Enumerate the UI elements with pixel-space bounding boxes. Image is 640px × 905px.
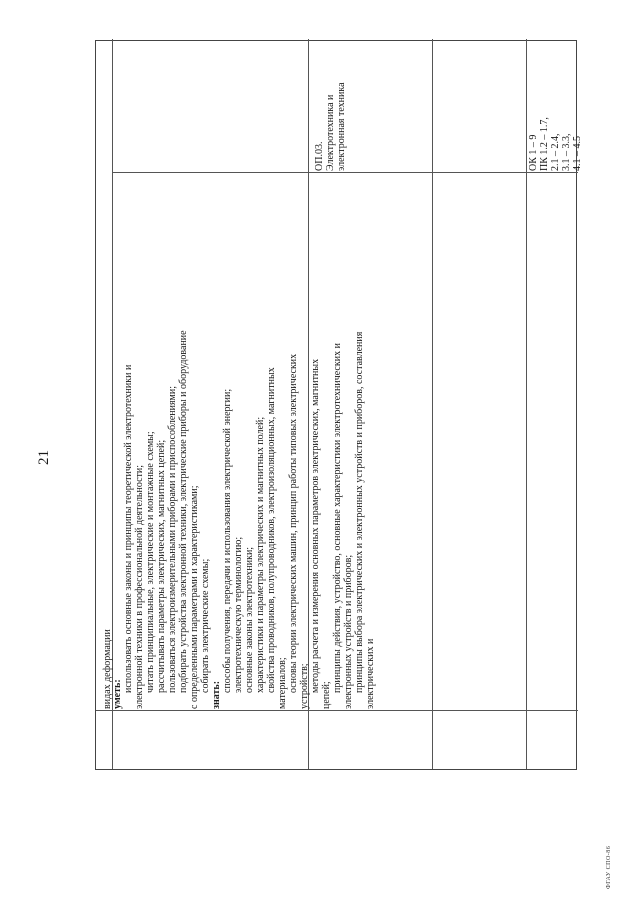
- knowledge-item: характеристики и параметры электрических и магнитных полей;: [255, 416, 266, 693]
- header-row-text: видах деформации: [102, 629, 113, 709]
- skill-item: пользоваться электроизмерительными приборами и приспособлениями;: [167, 385, 178, 693]
- knowledge-item: основные законы электротехники;: [244, 546, 255, 693]
- row-divider: [526, 39, 527, 769]
- skill-item: использовать основные законы и принципы теоретической электротехники и электронной техники в профессиональной деятельности;: [123, 364, 145, 709]
- footer-code: ФГАУ СПО-86: [606, 845, 612, 889]
- knowledge-item: основы теории электрических машин, принцип работы типовых электрических устройств;: [288, 353, 310, 709]
- skill-item: рассчитывать параметры электрических, магнитных цепей;: [156, 439, 167, 693]
- competencies-cell: [528, 111, 583, 171]
- competency-item: 4.1 – 4.5: [572, 136, 583, 171]
- skill-item: читать принципиальные, электрические и монтажные схемы;: [145, 431, 156, 693]
- competency-item: ПК 1.2 – 1.7,: [539, 117, 550, 171]
- knowledge-item: методы расчета и измерения основных параметров электрических, магнитных цепей;: [310, 358, 332, 709]
- discipline-name: Электротехника и электронная техника: [325, 82, 347, 171]
- page-number: 21: [36, 450, 52, 465]
- column-divider: [112, 172, 578, 173]
- knowledge-item: принципы действия, устройство, основные характеристики электротехнических и электронных устройств и приборов;: [332, 343, 354, 709]
- row-divider: [432, 39, 433, 769]
- knowledge-item: принципы выбора электрических и электронных устройств и приборов, составления электрических и: [354, 331, 376, 709]
- skill-item: собирать электрические схемы;: [200, 558, 211, 693]
- competency-item: 3.1 – 3.3,: [561, 133, 572, 171]
- competency-item: ОК 1 – 9: [528, 134, 539, 171]
- competency-table: [95, 40, 583, 770]
- knowledge-item: способы получения, передачи и использования электрической энергии;: [222, 388, 233, 693]
- knowledge-heading: знать:: [211, 680, 222, 709]
- knowledge-item: электротехническую терминологию;: [233, 536, 244, 693]
- column-divider: [96, 710, 578, 711]
- discipline-code: ОП.03.: [314, 141, 325, 171]
- discipline-cell: [314, 51, 347, 171]
- skills-heading: уметь:: [112, 679, 123, 709]
- skill-item: подбирать устройства электронной техники, электрические приборы и оборудование с определенными параметрами и характеристиками;: [178, 330, 200, 709]
- competency-item: 2.1 – 2.4,: [550, 133, 561, 171]
- skills-knowledge-cell: [112, 329, 376, 709]
- knowledge-item: свойства проводников, полупроводников, электроизоляционных, магнитных материалов;: [266, 367, 288, 709]
